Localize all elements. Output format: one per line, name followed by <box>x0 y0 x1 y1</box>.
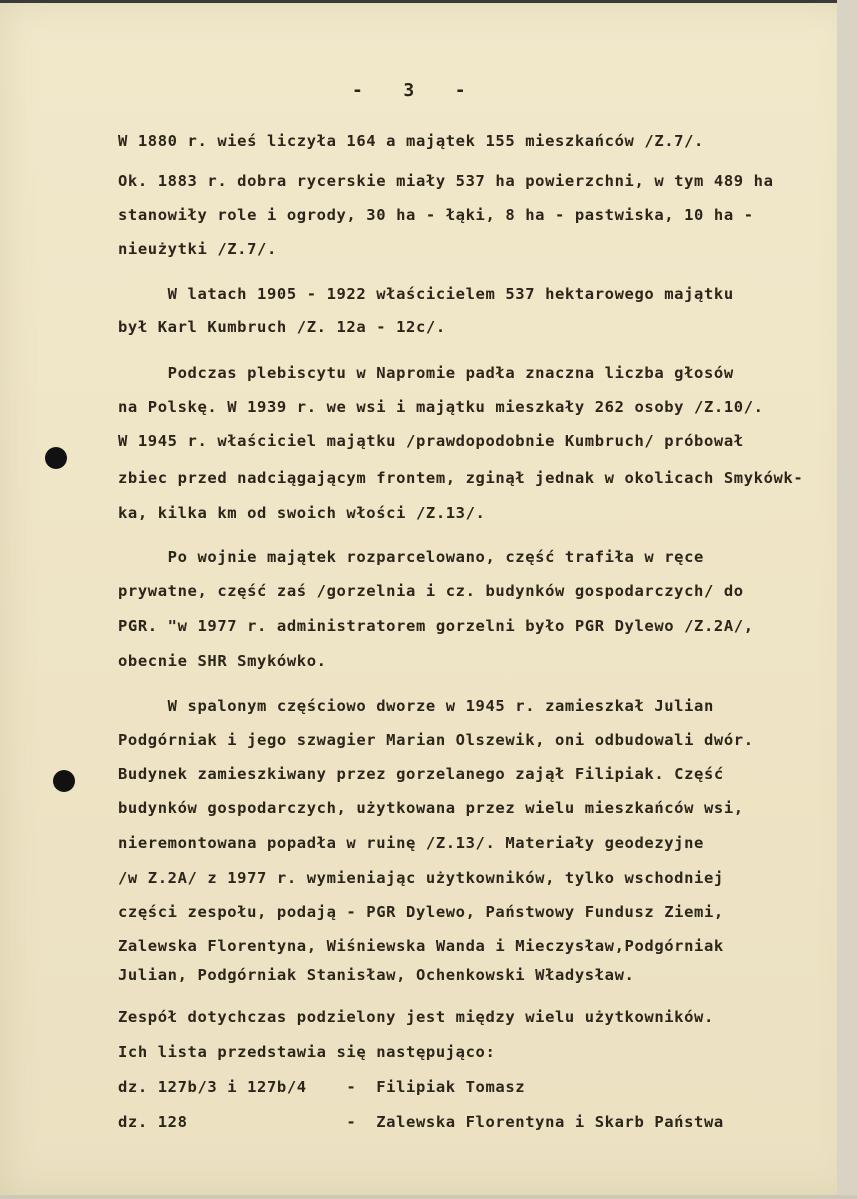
text-line: zbiec przed nadciągającym frontem, zginął jednak w okolicach Smykówk- <box>118 469 804 487</box>
text-line: dz. 128 - Zalewska Florentyna i Skarb Państwa <box>118 1113 724 1131</box>
page-bottom-edge <box>0 1195 857 1199</box>
text-line: budynków gospodarczych, użytkowana przez wielu mieszkańców wsi, <box>118 799 744 817</box>
text-line: W 1880 r. wieś liczyła 164 a majątek 155 mieszkańców /Z.7/. <box>118 132 704 150</box>
text-line: Zespół dotychczas podzielony jest między wielu użytkowników. <box>118 1008 714 1026</box>
page-number: - 3 - <box>352 80 468 101</box>
text-line: Zalewska Florentyna, Wiśniewska Wanda i Mieczysław,Podgórniak <box>118 937 724 955</box>
text-line: stanowiły role i ogrody, 30 ha - łąki, 8 ha - pastwiska, 10 ha - <box>118 206 754 224</box>
text-line: był Karl Kumbruch /Z. 12a - 12c/. <box>118 318 446 336</box>
text-line: W latach 1905 - 1922 właścicielem 537 hektarowego majątku <box>118 285 734 303</box>
text-line: ka, kilka km od swoich włości /Z.13/. <box>118 504 486 522</box>
text-line: prywatne, część zaś /gorzelnia i cz. budynków gospodarczych/ do <box>118 582 744 600</box>
text-line: części zespołu, podają - PGR Dylewo, Państwowy Fundusz Ziemi, <box>118 903 724 921</box>
text-line: obecnie SHR Smykówko. <box>118 652 327 670</box>
text-line: PGR. "w 1977 r. administratorem gorzelni było PGR Dylewo /Z.2A/, <box>118 617 754 635</box>
text-line: Po wojnie majątek rozparcelowano, część trafiła w ręce <box>118 548 704 566</box>
text-line: Julian, Podgórniak Stanisław, Ochenkowski Władysław. <box>118 966 635 984</box>
text-line: na Polskę. W 1939 r. we wsi i majątku mieszkały 262 osoby /Z.10/. <box>118 398 764 416</box>
text-line: Podczas plebiscytu w Napromie padła znaczna liczba głosów <box>118 364 734 382</box>
page-right-edge <box>837 0 857 1199</box>
text-line: nieużytki /Z.7/. <box>118 240 277 258</box>
text-line: nieremontowana popadła w ruinę /Z.13/. Materiały geodezyjne <box>118 834 704 852</box>
text-line: W spalonym częściowo dworze w 1945 r. zamieszkał Julian <box>118 697 714 715</box>
text-line: W 1945 r. właściciel majątku /prawdopodobnie Kumbruch/ próbował <box>118 432 744 450</box>
text-line: Ich lista przedstawia się następująco: <box>118 1043 496 1061</box>
text-line: Budynek zamieszkiwany przez gorzelanego zajął Filipiak. Część <box>118 765 724 783</box>
text-line: dz. 127b/3 i 127b/4 - Filipiak Tomasz <box>118 1078 526 1096</box>
text-line: Podgórniak i jego szwagier Marian Olszewik, oni odbudowali dwór. <box>118 731 754 749</box>
punch-hole-icon <box>53 770 75 792</box>
punch-hole-icon <box>45 447 67 469</box>
text-line: Ok. 1883 r. dobra rycerskie miały 537 ha powierzchni, w tym 489 ha <box>118 172 774 190</box>
page-top-edge <box>0 0 857 3</box>
text-line: /w Z.2A/ z 1977 r. wymieniając użytkowników, tylko wschodniej <box>118 869 724 887</box>
